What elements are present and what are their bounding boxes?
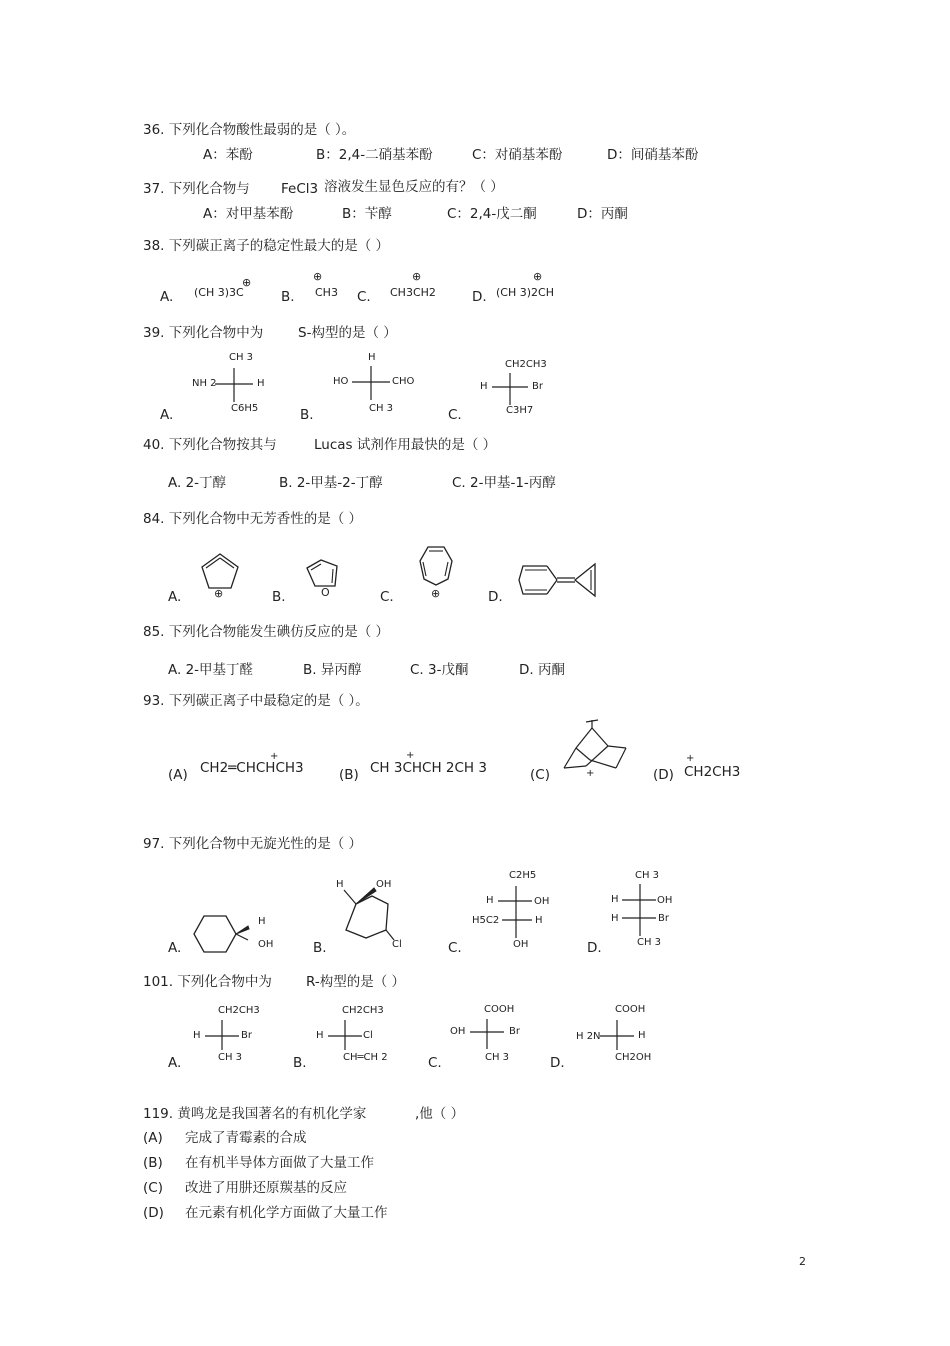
fischer-cross (492, 373, 532, 405)
q85-stem: 85. 下列化合物能发生碘仿反应的是（ ） (143, 624, 390, 640)
q36-option-b: B：2,4-二硝基苯酚 (316, 147, 433, 163)
plus-charge-icon: + (686, 753, 695, 764)
substituent-label: H (486, 895, 494, 906)
q85-option-c: C. 3-戊酮 (410, 662, 469, 678)
substituent-label: Cl (392, 939, 402, 950)
plus-charge-icon: + (270, 751, 279, 762)
substituent-label: COOH (615, 1004, 646, 1015)
substituent-label: OH (376, 879, 392, 890)
q39-label-a: A. (160, 407, 174, 423)
q38-stem: 38. 下列碳正离子的稳定性最大的是（ ） (143, 238, 390, 254)
fused-ring-structure (517, 560, 603, 600)
fischer-cross (352, 366, 392, 402)
q37-option-b: B：苄醇 (342, 206, 392, 222)
substituent-label: H (316, 1030, 324, 1041)
substituent-label: H (193, 1030, 201, 1041)
q37-stem-pre: 37. 下列化合物与 (143, 181, 250, 197)
substituent-label: CH═CH 2 (343, 1052, 388, 1063)
q38-label-b: B. (281, 289, 295, 305)
q38-label-c: C. (357, 289, 371, 305)
plus-charge-icon: ⊕ (214, 587, 224, 600)
q36-option-c: C：对硝基苯酚 (472, 147, 563, 163)
q119-option-text: 改进了用肼还原羰基的反应 (185, 1180, 347, 1196)
plus-charge-icon: ⊕ (313, 270, 323, 283)
q39-stem-config: S-构型的是（ ） (298, 325, 397, 341)
q37-reagent: FeCl3 (281, 181, 319, 197)
q38-formula-d: (CH 3)2CH (496, 286, 554, 299)
substituent-label: CH2OH (615, 1052, 652, 1063)
q84-label-c: C. (380, 589, 394, 605)
substituent-label: C3H7 (506, 405, 534, 416)
substituent-label: C6H5 (231, 403, 259, 414)
cyclopentadienyl-ring (198, 552, 242, 592)
substituent-label: C2H5 (509, 870, 537, 881)
substituent-label: H (611, 913, 619, 924)
q101-label-a: A. (168, 1055, 182, 1071)
q119-option-label: (D) (143, 1205, 164, 1221)
substituent-label: H (611, 894, 619, 905)
q39-stem-pre: 39. 下列化合物中为 (143, 325, 264, 341)
fischer-cross (470, 1017, 506, 1051)
q97-label-c: C. (448, 940, 462, 956)
substituent-label: COOH (484, 1004, 515, 1015)
substituent-label: OH (513, 939, 529, 950)
q119-stem-post: ,他（ ） (415, 1106, 465, 1122)
substituent-label: Br (241, 1030, 252, 1041)
q119-option-label: (C) (143, 1180, 163, 1196)
substituent-label: OH (534, 896, 550, 907)
q84-stem: 84. 下列化合物中无芳香性的是（ ） (143, 511, 363, 527)
fischer-cross (328, 1018, 364, 1052)
substituent-label: H (480, 381, 488, 392)
q101-stem-config: R-构型的是（ ） (306, 974, 405, 990)
substituent-label: OH (450, 1026, 466, 1037)
q37-option-c: C：2,4-戊二酮 (447, 206, 537, 222)
substituent-label: CH 3 (635, 870, 660, 881)
page-number: 2 (799, 1255, 806, 1268)
plus-charge-icon: ⊕ (533, 270, 543, 283)
q119-option-label: (A) (143, 1130, 163, 1146)
q97-label-d: D. (587, 940, 602, 956)
substituent-label: HO (333, 376, 349, 387)
plus-charge-icon: ⊕ (431, 587, 441, 600)
fischer-cross (205, 1018, 241, 1052)
substituent-label: H (535, 915, 543, 926)
substituent-label: H 2N (576, 1031, 601, 1042)
substituent-label: CH 3 (637, 937, 662, 948)
substituent-label: CH2CH3 (505, 359, 547, 370)
substituent-label: Br (658, 913, 669, 924)
substituent-label: H (258, 916, 266, 927)
q93-formula-d: CH2CH3 (684, 764, 741, 780)
substituent-label: CH 3 (369, 403, 394, 414)
fischer-cross (622, 882, 658, 938)
q101-label-c: C. (428, 1055, 442, 1071)
substituent-label: CH 3 (218, 1052, 243, 1063)
q37-option-a: A：对甲基苯酚 (203, 206, 294, 222)
substituent-label: CH 3 (229, 352, 254, 363)
q119-option-text: 在有机半导体方面做了大量工作 (185, 1155, 374, 1171)
q38-formula-b: CH3 (315, 286, 338, 299)
substituent-label: OH (258, 939, 274, 950)
q101-stem-pre: 101. 下列化合物中为 (143, 974, 272, 990)
substituent-label: NH 2 (192, 378, 217, 389)
q97-stem: 97. 下列化合物中无旋光性的是（ ） (143, 836, 363, 852)
plus-charge-icon: ⊕ (242, 276, 252, 289)
q40-option-b: B. 2-甲基-2-丁醇 (279, 475, 383, 491)
q40-stem-pre: 40. 下列化合物按其与 (143, 437, 277, 453)
q38-formula-a: (CH 3)3C (194, 286, 244, 299)
norbornyl-cation-structure (560, 716, 632, 778)
q119-stem-pre: 119. 黄鸣龙是我国著名的有机化学家 (143, 1106, 367, 1122)
q85-option-d: D. 丙酮 (519, 662, 565, 678)
q101-label-b: B. (293, 1055, 307, 1071)
q85-option-a: A. 2-甲基丁醛 (168, 662, 254, 678)
q85-option-b: B. 异丙醇 (303, 662, 362, 678)
substituent-label: Cl (363, 1030, 373, 1041)
q93-label-b: (B) (339, 767, 359, 783)
oxygen-atom: O (321, 586, 330, 599)
q93-stem: 93. 下列碳正离子中最稳定的是（ ）。 (143, 693, 369, 709)
q40-option-a: A. 2-丁醇 (168, 475, 227, 491)
q84-label-a: A. (168, 589, 182, 605)
q84-label-d: D. (488, 589, 503, 605)
plus-charge-icon: + (586, 768, 595, 779)
q101-label-d: D. (550, 1055, 565, 1071)
q36-option-d: D：间硝基苯酚 (607, 147, 699, 163)
q36-stem: 36. 下列化合物酸性最弱的是（ ）。 (143, 122, 356, 138)
q84-label-b: B. (272, 589, 286, 605)
substituent-label: H (336, 879, 344, 890)
q38-label-a: A. (160, 289, 174, 305)
q119-option-text: 完成了青霉素的合成 (185, 1130, 307, 1146)
plus-charge-icon: ⊕ (412, 270, 422, 283)
substituent-label: Br (532, 381, 543, 392)
substituent-label: H (257, 378, 265, 389)
substituent-label: OH (657, 895, 673, 906)
fischer-cross (498, 884, 534, 940)
q38-formula-c: CH3CH2 (390, 286, 436, 299)
substituent-label: Br (509, 1026, 520, 1037)
q40-option-c: C. 2-甲基-1-丙醇 (452, 475, 556, 491)
substituent-label: H (368, 352, 376, 363)
q93-label-c: (C) (530, 767, 550, 783)
q93-formula-b: CH 3CHCH 2CH 3 (370, 760, 487, 776)
q37-option-d: D：丙酮 (577, 206, 628, 222)
q97-label-b: B. (313, 940, 327, 956)
q39-label-c: C. (448, 407, 462, 423)
q39-label-b: B. (300, 407, 314, 423)
substituent-label: CHO (392, 376, 415, 387)
q38-label-d: D. (472, 289, 487, 305)
cycloheptatrienyl-ring (418, 545, 454, 589)
q93-formula-a: CH2═CHCHCH3 (200, 760, 304, 776)
substituent-label: H (638, 1030, 646, 1041)
fischer-cross (215, 368, 255, 404)
q93-label-d: (D) (653, 767, 674, 783)
q93-label-a: (A) (168, 767, 188, 783)
q119-option-text: 在元素有机化学方面做了大量工作 (185, 1205, 388, 1221)
substituent-label: CH2CH3 (342, 1005, 384, 1016)
plus-charge-icon: + (406, 750, 415, 761)
substituent-label: CH2CH3 (218, 1005, 260, 1016)
fischer-cross (600, 1018, 636, 1052)
q37-stem-post: 溶液发生显色反应的有？（ ） (324, 179, 504, 195)
substituent-label: H5C2 (472, 915, 500, 926)
q36-option-a: A：苯酚 (203, 147, 253, 163)
q40-reagent: Lucas 试剂作用最快的是（ ） (314, 437, 497, 453)
q119-option-label: (B) (143, 1155, 163, 1171)
substituent-label: CH 3 (485, 1052, 510, 1063)
q97-label-a: A. (168, 940, 182, 956)
